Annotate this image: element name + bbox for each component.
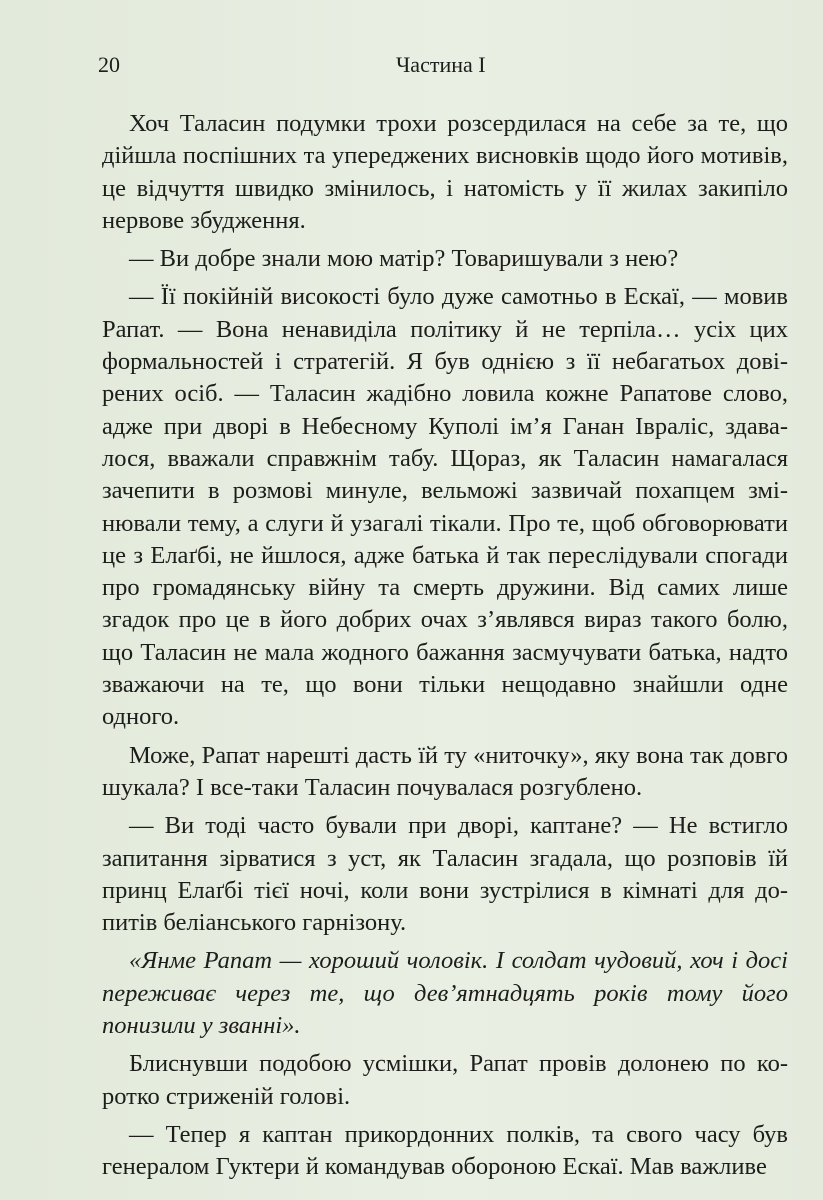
paragraph: Може, Рапат нарешті дасть їй ту «ниточку», яку вона так довго шукала? І все-таки Таласин почувалася розгублено. xyxy=(102,741,788,801)
running-head xyxy=(98,52,788,82)
dialogue-paragraph: — Ви добре знали мою матір? Товаришували з нею? xyxy=(129,245,679,273)
paragraph: Хоч Таласин подумки трохи розсердилася на себе за те, що дійшла поспішних та упереджених висновків щодо його мотивів, це відчуття швидко змінилось, і натомість у її жилах закипіло нервове збудження. xyxy=(102,110,788,234)
page-number: 20 xyxy=(98,52,120,77)
paragraph: Блиснувши подобою усмішки, Рапат провів долонею по коротко стриженій голові. xyxy=(102,1050,788,1110)
dialogue-paragraph: — Тепер я каптан прикордонних полків, та свого часу був генералом Гуктери й командував обороною Ескаї. Мав важливе xyxy=(102,1120,788,1181)
italic-quote-paragraph: «Янме Рапат — хороший чоловік. І солдат чудовий, хоч і досі переживає через те, що дев’ятнадцять років тому його понизили у званні». xyxy=(102,947,788,1040)
dialogue-paragraph: — Ви тоді часто бували при дворі, каптане? — Не встигло запитання зірватися з уст, як Таласин згадала, що розповів їй принц Елаґбі тієї ночі, коли вони зустрілися в кімнаті для допитів беліанського гарнізону. xyxy=(102,812,788,937)
part-title: Частина I xyxy=(396,52,486,77)
body-text xyxy=(102,108,788,1184)
dialogue-paragraph: — Її покійній високості було дуже самотньо в Ескаї, — мовив Рапат. — Вона ненавиділа політику й не терпіла… усіх цих формальностей і стратегій. Я був однією з її небагатьох довірених осіб. — Таласин жадібно ловила кожне Рапатове слово, адже при дворі в Небесному Куполі ім’я Ганан Івраліс, здавалося, вважали справжнім табу. Щораз, як Таласин намагалася зачепити в розмові минуле, вельможі зазвичай похапцем змінювали тему, а слуги й узагалі тікали. Про те, щоб обговорювати це з Елаґбі, не йшлося, адже батька й так переслідували спогади про громадянську війну та смерть дружини. Від самих лише згадок про це в його добрих очах з’являвся вираз такого болю, що Таласин не мала жодного бажання засмучувати батька, надто зважаючи на те, що вони тільки нещодавно знайшли одне одного. xyxy=(102,283,788,731)
